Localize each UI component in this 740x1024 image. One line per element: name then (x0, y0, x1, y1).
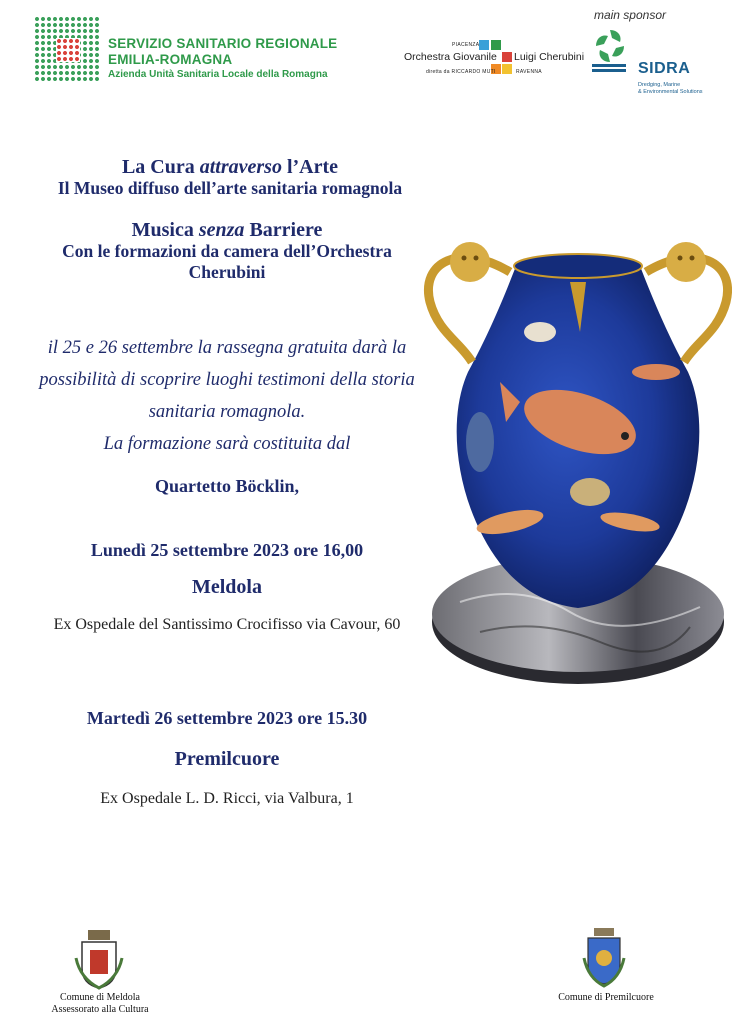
orchestra-logo (404, 38, 585, 80)
event-title-pre: La Cura (121, 156, 200, 178)
address-1: Ex Ospedale del Santissimo Crocifisso via Cavour, 60 (53, 616, 401, 633)
sidra-swirl-icon (590, 26, 630, 76)
music-title-pre: Musica (131, 219, 199, 241)
vase-image (420, 222, 732, 694)
intro-line3: sanitaria romagnola. (148, 402, 306, 422)
sidra-tagline (638, 82, 703, 95)
event-title-em: attraverso (199, 156, 282, 178)
intro-line2: possibilità di scoprire luoghi testimoni della storia (39, 370, 415, 390)
music-title-em: senza (198, 219, 245, 241)
ssr-line2: EMILIA-ROMAGNA (108, 52, 233, 67)
orchestra-square-blue-icon (479, 40, 489, 50)
event-title-post: l’Arte (281, 156, 339, 178)
ssr-line3: Azienda Unità Sanitaria Locale della Romagna (108, 69, 328, 80)
meldola-crest-icon (74, 928, 124, 990)
orchestra-bottom: RAVENNA (516, 69, 542, 75)
ssr-text (108, 36, 337, 82)
orchestra-name-right: Luigi Cherubini (514, 51, 585, 63)
sponsor-label: main sponsor (593, 8, 666, 22)
premilcuore-crest-icon (582, 926, 626, 988)
music-title-post: Barriere (244, 219, 323, 241)
meldola-line1: Comune di Meldola (60, 992, 140, 1003)
premilcuore-label: Comune di Premilcuore (558, 992, 654, 1003)
orchestra-square-yellow-icon (502, 64, 512, 74)
ssr-logo (34, 14, 344, 86)
orchestra-square-red-icon (502, 52, 512, 62)
meldola-label (30, 992, 170, 1016)
ssr-red-cross-icon (56, 38, 80, 62)
sidra-tagline2: & Environmental Solutions (638, 88, 703, 95)
place-2: Premilcuore (174, 748, 280, 770)
intro-line1: il 25 e 26 settembre la rassegna gratuita darà la (47, 338, 407, 358)
date-1: Lunedì 25 settembre 2023 ore 16,00 (90, 540, 364, 560)
ensemble-line2: Cherubini (188, 262, 266, 282)
music-title (0, 219, 454, 241)
sidra-tagline1: Dredging, Marine (638, 82, 681, 88)
quartet-name: Quartetto Böcklin, (155, 476, 299, 496)
mask-right-icon (666, 242, 706, 282)
address-2: Ex Ospedale L. D. Ricci, via Valbura, 1 (100, 790, 354, 807)
sidra-logo (590, 26, 730, 106)
vase-rim (514, 254, 642, 278)
orchestra-square-green-icon (491, 40, 501, 50)
ensemble-line1: Con le formazioni da camera dell’Orchestra (62, 241, 392, 261)
event-subtitle: Il Museo diffuso dell’arte sanitaria romagnola (57, 178, 403, 198)
orchestra-top: PIACENZA (452, 42, 480, 48)
ssr-dot-grid-icon (34, 16, 100, 82)
mask-left-icon (450, 242, 490, 282)
orchestra-director: diretta da RICCARDO MUTI (426, 69, 496, 75)
date-2: Martedì 26 settembre 2023 ore 15.30 (86, 708, 368, 728)
place-1: Meldola (192, 576, 262, 598)
orchestra-name-left: Orchestra Giovanile (404, 51, 497, 63)
title-block (0, 156, 460, 199)
meldola-line2: Assessorato alla Cultura (51, 1004, 149, 1015)
intro-text (0, 332, 454, 460)
sidra-name: SIDRA (638, 60, 691, 77)
intro-line4: La formazione sarà costituita dal (103, 434, 351, 454)
event-title (0, 156, 460, 178)
music-block (0, 219, 454, 283)
ssr-line1: SERVIZIO SANITARIO REGIONALE (108, 36, 338, 51)
